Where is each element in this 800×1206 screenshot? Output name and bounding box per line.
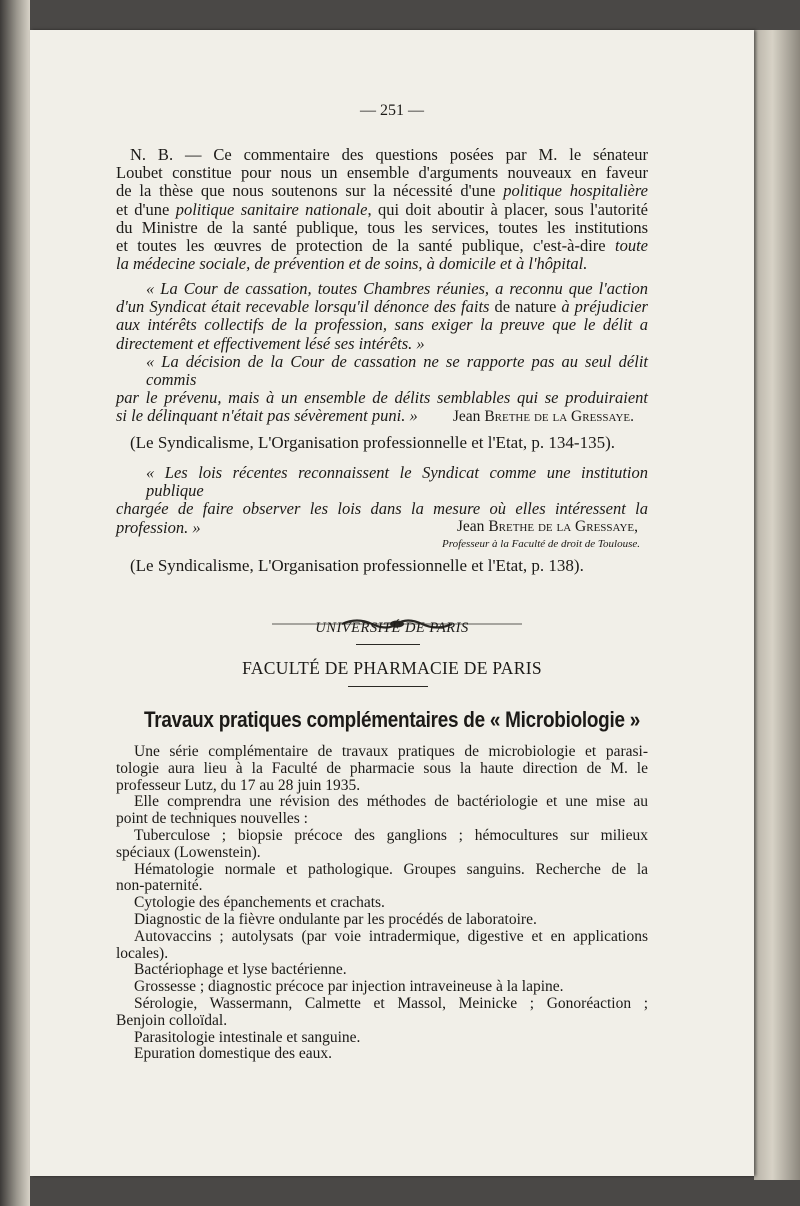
text-line — [116, 219, 648, 237]
citation-2: (Le Syndicalisme, L'Organisation professionnelle et l'Etat, p. 138). — [130, 556, 584, 575]
text-line — [116, 255, 648, 273]
text-line — [116, 164, 648, 182]
course-line: Cytologie des épanchements et crachats. — [134, 894, 385, 912]
text-line — [130, 146, 648, 164]
text-run: directement et effectivement lésé ses intérêts. » — [116, 333, 425, 353]
course-title: Travaux pratiques complémentaires de « Microbiologie » — [143, 707, 641, 732]
rule-1 — [356, 644, 420, 645]
text-run: si le délinquant n'était pas sévèrement puni. » — [116, 406, 418, 426]
course-line: Benjoin colloïdal. — [116, 1011, 228, 1029]
course-line: Tuberculose ; biopsie précoce des ganglions ; hémocultures sur milieux — [134, 826, 648, 844]
text-line — [116, 298, 648, 316]
text-run: aux intérêts collectifs de la profession, sans exiger la preuve que le délit a — [116, 315, 648, 335]
text-line — [116, 353, 648, 389]
quote-cour-de-cassation — [116, 280, 648, 426]
document-page — [30, 30, 754, 1176]
course-line: Diagnostic de la fièvre ondulante par les procédés de laboratoire. — [134, 910, 537, 928]
course-line: Autovaccins ; autolysats (par voie intradermique, digestive et en applications — [134, 927, 648, 945]
page-stack-edge — [754, 30, 800, 1180]
text-run: par le prévenu, mais à un ensemble de délits semblables qui se produiraient — [116, 388, 648, 408]
text-run: « La décision de la Cour de cassation ne se rapporte pas au seul délit commis — [146, 351, 648, 390]
course-line: Une série complémentaire de travaux pratiques de microbiologie et parasi- — [134, 743, 648, 760]
text-run: à préjudicier — [561, 297, 648, 317]
text-line — [116, 316, 648, 334]
citation-1: (Le Syndicalisme, L'Organisation professionnelle et l'Etat, p. 134-135). — [130, 433, 616, 452]
text-run: « Les lois récentes reconnaissent le Syndicat comme une institution publique — [146, 463, 648, 501]
text-run: « La Cour de cassation, toutes Chambres réunies, a reconnu que l'action — [146, 279, 648, 298]
course-line: Bactériophage et lyse bactérienne. — [134, 961, 347, 979]
text-line — [116, 201, 648, 219]
signature-2 — [330, 518, 638, 536]
course-line: Epuration domestique des eaux. — [134, 1045, 333, 1063]
text-line — [116, 389, 648, 407]
text-line — [116, 182, 648, 200]
text-line — [116, 464, 648, 500]
signature-2-firstname: Jean — [456, 518, 489, 535]
page-number: — 251 — — [360, 102, 424, 119]
signature-1-name: Brethe de la Gressaye. — [484, 408, 634, 425]
text-run: de la thèse que nous soutenons sur la nécessité d'une — [116, 181, 504, 201]
text-run: chargée de faire observer les lois dans la mesure où elles intéressent la — [116, 499, 648, 519]
course-line: Elle comprendra une révision des méthodes de bactériologie et une mise au — [134, 793, 648, 811]
signature-1-firstname: Jean — [452, 408, 485, 425]
book-spine-edge — [0, 0, 30, 1206]
text-line — [116, 280, 648, 298]
course-line: spéciaux (Lowenstein). — [116, 843, 261, 861]
rule-2 — [348, 686, 428, 687]
text-run: la médecine sociale, de prévention et de soins, à domicile et à l'hôpital. — [116, 254, 588, 274]
text-run: politique sanitaire nationale — [175, 199, 368, 219]
text-run: Loubet constitue pour nous un ensemble d'arguments nouveaux en faveur — [116, 163, 648, 183]
course-line: Parasitologie intestinale et sanguine. — [134, 1028, 361, 1046]
course-line: Hématologie normale et pathologique. Groupes sanguins. Recherche de la — [134, 860, 648, 878]
university-heading: UNIVERSITÉ DE PARIS — [315, 620, 469, 636]
course-line: professeur Lutz, du 17 au 28 juin 1935. — [116, 776, 361, 794]
faculty-heading: FACULTÉ DE PHARMACIE DE PARIS — [242, 658, 542, 678]
text-run: , qui doit aboutir à placer, sous l'autorité — [367, 199, 648, 219]
course-line: locales). — [116, 944, 169, 962]
signature-2-name: Brethe de la Gressaye, — [488, 518, 638, 535]
course-line: non-paternité. — [116, 877, 203, 895]
text-run: du Ministre de la santé publique, tous les services, toutes les institutions — [116, 217, 648, 237]
text-run: d'un Syndicat était recevable lorsqu'il dénonce des faits — [116, 297, 495, 317]
nb-paragraph — [116, 145, 648, 274]
text-run: politique hospitalière — [503, 181, 648, 201]
text-line — [116, 335, 648, 353]
text-line — [116, 237, 648, 255]
text-run: profession. » — [116, 517, 201, 537]
course-line: Sérologie, Wassermann, Calmette et Massol, Meinicke ; Gonoréaction ; — [134, 994, 648, 1012]
signature-1 — [330, 408, 634, 426]
text-run: de nature — [494, 297, 562, 317]
text-run: N. B. — Ce commentaire des questions posées par M. le sénateur — [130, 145, 648, 164]
text-line — [116, 500, 648, 518]
text-run: et d'une — [116, 199, 176, 219]
text-run: toute — [615, 236, 648, 256]
course-line: point de techniques nouvelles : — [116, 810, 308, 828]
course-line: tologie aura lieu à la Faculté de pharmacie sous la haute direction de M. le — [116, 759, 648, 777]
text-run: et toutes les œuvres de protection de la santé publique, c'est-à-dire — [116, 236, 615, 256]
course-line: Grossesse ; diagnostic précoce par injection intraveineuse à la lapine. — [134, 978, 564, 996]
signature-2-title: Professeur à la Faculté de droit de Toulouse. — [442, 538, 640, 550]
course-description — [116, 744, 648, 1063]
